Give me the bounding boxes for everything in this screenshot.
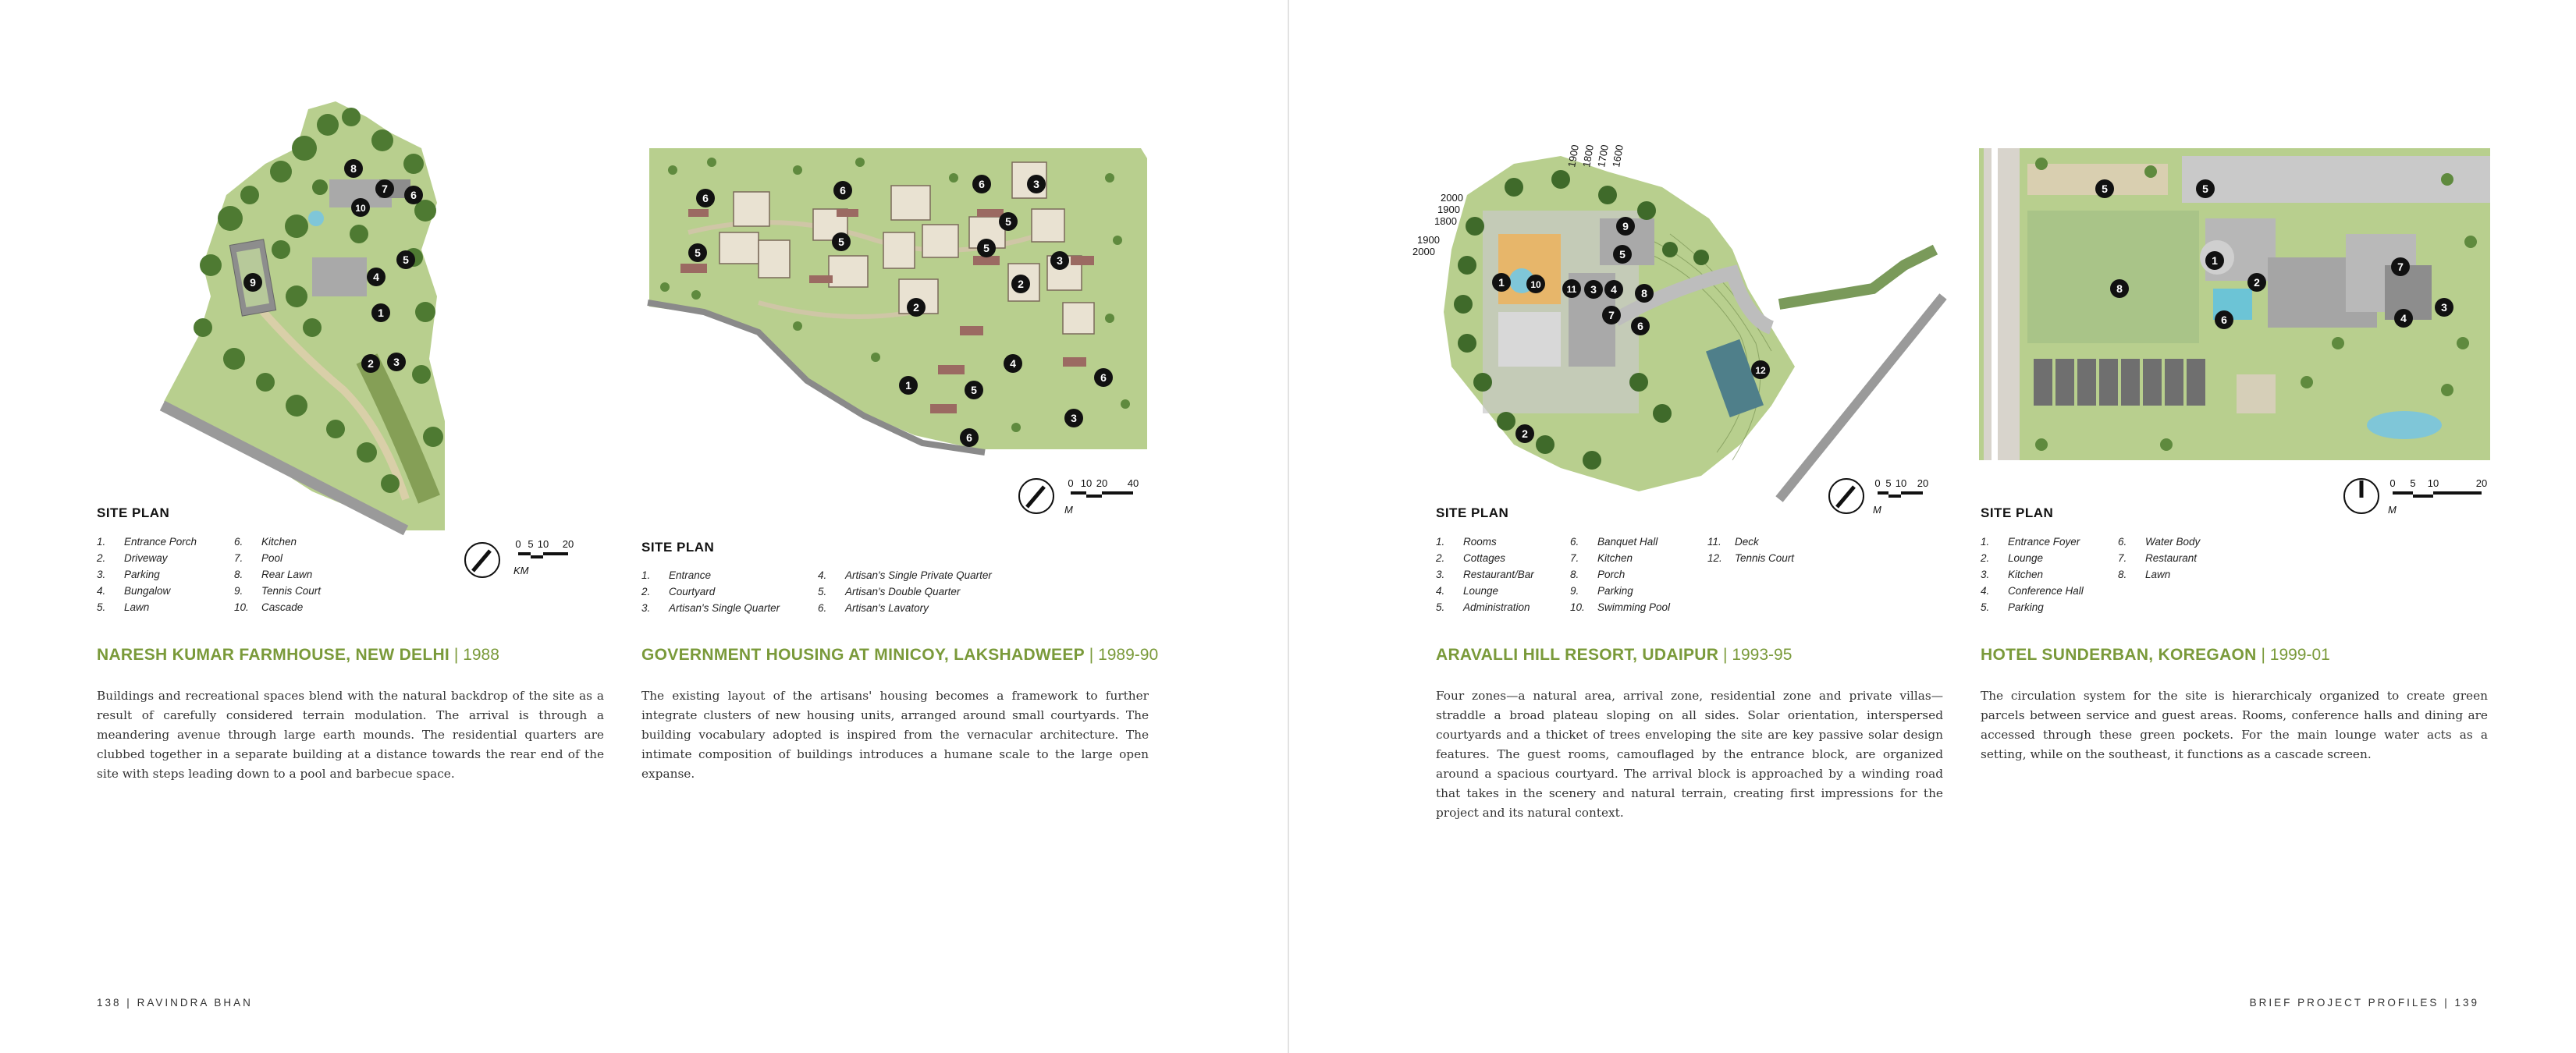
- scale-tick: 0: [2389, 477, 2396, 489]
- legend-item: 2. Courtyard: [641, 586, 716, 597]
- legend-item: 4. Bungalow: [97, 585, 171, 597]
- page-footer-right: BRIEF PROJECT PROFILES | 139: [2249, 997, 2479, 1009]
- legend-item: 5. Parking: [1981, 601, 2044, 613]
- marker: 5: [695, 246, 701, 259]
- legend-item: 4. Conference Hall: [1981, 585, 2084, 597]
- contour-label: 1800: [1580, 144, 1596, 168]
- marker: 6: [966, 431, 972, 444]
- legend-item: 6. Water Body: [2118, 536, 2201, 548]
- marker: 7: [2397, 261, 2404, 273]
- legend-item: 6. Kitchen: [234, 536, 297, 548]
- contour-label: 2000: [1441, 192, 1463, 204]
- legend-item: 1. Rooms: [1436, 536, 1497, 548]
- marker: 1: [1498, 276, 1505, 289]
- legend-item: 2. Lounge: [1981, 552, 2044, 564]
- contour-label: 1800: [1434, 215, 1457, 227]
- site-plan-label: SITE PLAN: [97, 505, 170, 520]
- marker: 4: [1611, 283, 1617, 296]
- legend-item: 4. Lounge: [1436, 585, 1499, 597]
- scale-tick: 0: [1874, 477, 1881, 489]
- project-description: The circulation system for the site is hierarchicaly organized to create green parcels between service and guest areas. Rooms, conference halls and dining are accessed through these green pockets. For the main lounge water acts as a setting, while on the southeast, it functions as a cascade screen.: [1981, 689, 2488, 761]
- marker: 5: [403, 254, 409, 266]
- marker: 2: [1018, 278, 1024, 290]
- site-plan-label: SITE PLAN: [1436, 505, 1509, 520]
- marker: 8: [350, 162, 357, 175]
- marker: 7: [1608, 309, 1615, 321]
- scale-tick: 10: [537, 538, 549, 550]
- marker: 3: [393, 356, 400, 368]
- scale-unit: M: [1064, 504, 1073, 516]
- marker: 4: [2400, 312, 2407, 324]
- site-plan-minicoy: [641, 147, 1149, 459]
- contour-label: 1900: [1417, 234, 1440, 246]
- scale-tick: 10: [2427, 477, 2439, 489]
- scale-tick: 0: [1068, 477, 1074, 489]
- marker: 4: [1010, 357, 1016, 370]
- project-title: GOVERNMENT HOUSING AT MINICOY, LAKSHADWEEP | 1989-90: [641, 646, 1159, 664]
- marker: 12: [1755, 365, 1766, 376]
- north-arrow-needle: [1027, 487, 1044, 507]
- marker: 11: [1566, 284, 1577, 295]
- scale-bar: [462, 534, 602, 583]
- project-description: Buildings and recreational spaces blend with the natural backdrop of the site as a result of carefully considered terrain modulation. The arrival is through a meandering avenue through large earth mounds. The residential quarters are clubbed together in a separate building at a distance towards the rear end of the site with steps leading down to a pool and barbecue space.: [97, 689, 604, 781]
- page-spine: [1288, 0, 1289, 1053]
- legend-item: 1. Entrance Porch: [97, 536, 197, 548]
- scale-unit: KM: [513, 565, 529, 576]
- marker: 3: [1071, 412, 1077, 424]
- marker: 8: [2116, 282, 2123, 295]
- marker: 5: [838, 236, 844, 248]
- scale-tick: 5: [2410, 477, 2416, 489]
- page-footer-left: 138 | RAVINDRA BHAN: [97, 997, 253, 1009]
- marker: 6: [979, 178, 985, 190]
- marker: 5: [2102, 183, 2108, 195]
- legend-item: 11. Deck: [1707, 536, 1759, 548]
- plan-legend: [1436, 534, 1842, 619]
- legend-item: 5. Administration: [1436, 601, 1530, 613]
- marker: 8: [1641, 287, 1647, 300]
- legend-item: 9. Parking: [1570, 585, 1633, 597]
- project-description: Four zones—a natural area, arrival zone, residential zone and private villas— straddle a broad plateau sloping on all sides. Solar orientation, interspersed courtyards and a thicket of trees enveloping the site are key passive solar design features. The guest rooms, camouflaged by the entrance block, are organized around a spacious courtyard. The arrival block is approached by a winding road that takes in the scenery and natural terrain, creating first impressions for the project and its natural context.: [1436, 689, 1943, 820]
- scale-tick: 20: [2475, 477, 2488, 489]
- scale-tick: 40: [1127, 477, 1139, 489]
- plan-legend: [97, 534, 354, 619]
- legend-item: 7. Pool: [234, 552, 283, 564]
- marker: 3: [1033, 178, 1039, 190]
- marker: 5: [971, 384, 977, 396]
- legend-item: 8. Porch: [1570, 569, 1626, 580]
- contour-labels: [1405, 133, 1626, 289]
- legend-item: 7. Restaurant: [2118, 552, 2198, 564]
- contour-label: 1600: [1610, 144, 1626, 168]
- scale-tick: 20: [562, 538, 574, 550]
- project-title: NARESH KUMAR FARMHOUSE, NEW DELHI | 1988: [97, 646, 499, 664]
- marker: 9: [250, 276, 256, 289]
- site-plan-sunderban: [1979, 148, 2490, 460]
- legend-item: 8. Lawn: [2118, 569, 2171, 580]
- project-description: The existing layout of the artisans' housing becomes a framework to further integrate clusters of new housing units, arranged around small courtyards. The building vocabulary adopted is inspired from the vernacular architecture. The intimate composition of buildings introduces a humane scale to the large open expanse.: [641, 689, 1149, 781]
- north-arrow-needle: [1837, 487, 1854, 507]
- scale-tick: 10: [1080, 477, 1093, 489]
- project-title: HOTEL SUNDERBAN, KOREGAON | 1999-01: [1981, 646, 2330, 664]
- legend-item: 3. Kitchen: [1981, 569, 2044, 580]
- legend-item: 2. Driveway: [97, 552, 168, 564]
- marker: 1: [378, 307, 384, 319]
- marker: 2: [2254, 276, 2260, 289]
- scale-tick: 10: [1895, 477, 1907, 489]
- marker: 2: [368, 357, 374, 370]
- marker: 6: [1100, 371, 1107, 384]
- marker: 10: [355, 203, 366, 214]
- contour-label: 2000: [1412, 246, 1435, 257]
- project-title: ARAVALLI HILL RESORT, UDAIPUR | 1993-95: [1436, 646, 1793, 664]
- legend-item: 1. Entrance: [641, 569, 712, 581]
- marker: 7: [382, 183, 388, 195]
- marker: 3: [2441, 301, 2447, 314]
- contour-label: 1700: [1595, 144, 1611, 168]
- scale-bar: [1826, 474, 1967, 524]
- legend-item: 7. Kitchen: [1570, 552, 1633, 564]
- legend-item: 10. Swimming Pool: [1570, 601, 1671, 613]
- marker: 3: [1590, 283, 1597, 296]
- legend-item: 5. Artisan's Double Quarter: [818, 586, 961, 597]
- author-name: RAVINDRA BHAN: [137, 997, 253, 1009]
- marker: 6: [1637, 320, 1643, 332]
- marker: 1: [2212, 254, 2218, 267]
- marker: 3: [1057, 254, 1063, 267]
- scale-unit: M: [1873, 504, 1881, 516]
- scale-tick: 20: [1096, 477, 1108, 489]
- marker: 5: [983, 242, 990, 254]
- legend-item: 9. Tennis Court: [234, 585, 322, 597]
- marker: 2: [913, 301, 919, 314]
- legend-item: 2. Cottages: [1436, 552, 1506, 564]
- marker: 5: [1619, 248, 1626, 261]
- legend-item: 8. Rear Lawn: [234, 569, 313, 580]
- marker: 5: [1005, 215, 1011, 228]
- site-plan-farmhouse: [156, 94, 601, 530]
- site-plan-label: SITE PLAN: [1981, 505, 2054, 520]
- scale-tick: 5: [1885, 477, 1892, 489]
- legend-item: 3. Restaurant/Bar: [1436, 569, 1534, 580]
- marker: 6: [702, 192, 709, 204]
- scale-bar: [1016, 474, 1157, 524]
- plan-legend: [1981, 534, 2262, 619]
- marker: 2: [1522, 427, 1528, 440]
- marker: 9: [1622, 220, 1629, 232]
- legend-item: 10. Cascade: [234, 601, 304, 613]
- legend-item: 5. Lawn: [97, 601, 150, 613]
- scale-unit: M: [2388, 504, 2397, 516]
- marker: 4: [373, 271, 379, 283]
- scale-tick: 0: [515, 538, 521, 550]
- page-number: 138: [97, 997, 122, 1009]
- scale-tick: 5: [528, 538, 534, 550]
- marker: 6: [2221, 314, 2227, 326]
- north-arrow-needle: [473, 551, 490, 571]
- marker: 1: [905, 379, 911, 392]
- marker: 10: [1530, 279, 1541, 290]
- scale-tick: 20: [1917, 477, 1929, 489]
- scale-bar: [2341, 474, 2497, 524]
- page-number: 139: [2454, 997, 2479, 1009]
- legend-item: 4. Artisan's Single Private Quarter: [818, 569, 992, 581]
- marker: 6: [410, 189, 417, 201]
- plan-legend: [641, 567, 1047, 622]
- section-title: BRIEF PROJECT PROFILES: [2249, 997, 2439, 1009]
- contour-label: 1900: [1437, 204, 1460, 215]
- legend-item: 1. Entrance Foyer: [1981, 536, 2080, 548]
- contour-label: 1900: [1565, 144, 1581, 168]
- site-plan-label: SITE PLAN: [641, 540, 715, 555]
- marker: 6: [840, 184, 846, 197]
- legend-item: 6. Artisan's Lavatory: [818, 602, 929, 614]
- legend-item: 3. Artisan's Single Quarter: [641, 602, 780, 614]
- legend-item: 6. Banquet Hall: [1570, 536, 1658, 548]
- legend-item: 3. Parking: [97, 569, 160, 580]
- marker: 5: [2202, 183, 2208, 195]
- legend-item: 12. Tennis Court: [1707, 552, 1795, 564]
